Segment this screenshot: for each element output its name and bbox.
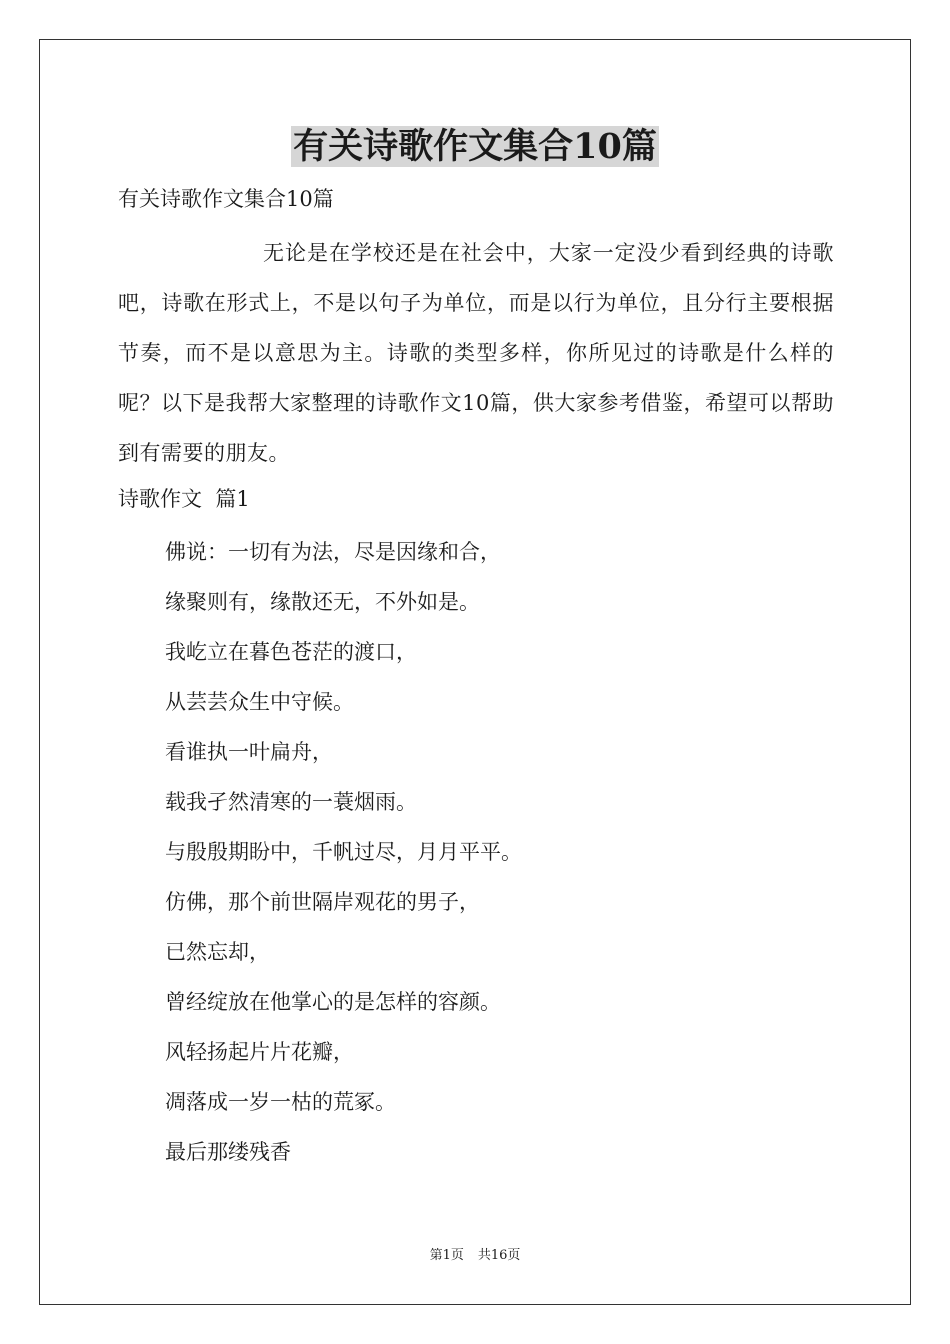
section-heading: 诗歌作文 篇1 <box>118 487 250 511</box>
poem-line: 最后那缕残香 <box>165 1140 291 1164</box>
poem-line: 佛说：一切有为法，尽是因缘和合， <box>165 540 501 564</box>
poem-line: 与殷殷期盼中，千帆过尽，月月平平。 <box>165 840 522 864</box>
poem-lines <box>165 527 522 1177</box>
document-title <box>0 122 950 172</box>
poem-line: 我屹立在暮色苍茫的渡口， <box>165 640 417 664</box>
poem-line: 已然忘却， <box>165 940 270 964</box>
document-subtitle: 有关诗歌作文集合10篇 <box>118 187 334 211</box>
poem-line: 缘聚则有，缘散还无，不外如是。 <box>165 590 480 614</box>
poem-line: 看谁执一叶扁舟， <box>165 740 333 764</box>
poem-line: 凋落成一岁一枯的荒冢。 <box>165 1090 396 1114</box>
poem-line: 从芸芸众生中守候。 <box>165 690 354 714</box>
document-title-text: 有关诗歌作文集合10篇 <box>293 126 657 167</box>
poem-line: 仿佛，那个前世隔岸观花的男子， <box>165 890 480 914</box>
page-footer <box>0 1247 950 1265</box>
poem-line: 曾经绽放在他掌心的是怎样的容颜。 <box>165 990 501 1014</box>
poem-line: 风轻扬起片片花瓣， <box>165 1040 354 1064</box>
intro-paragraph: 无论是在学校还是在社会中，大家一定没少看到经典的诗歌吧，诗歌在形式上，不是以句子为单位，而是以行为单位，且分行主要根据节奏，而不是以意思为主。诗歌的类型多样，你所见过的诗歌是什么样的呢？以下是我帮大家整理的诗歌作文10篇，供大家参考借鉴，希望可以帮助到有需要的朋友。 <box>118 241 834 465</box>
poem-line: 载我孑然清寒的一蓑烟雨。 <box>165 790 417 814</box>
page-total: 共16页 <box>477 1248 521 1263</box>
page-number: 第1页 <box>429 1248 464 1263</box>
